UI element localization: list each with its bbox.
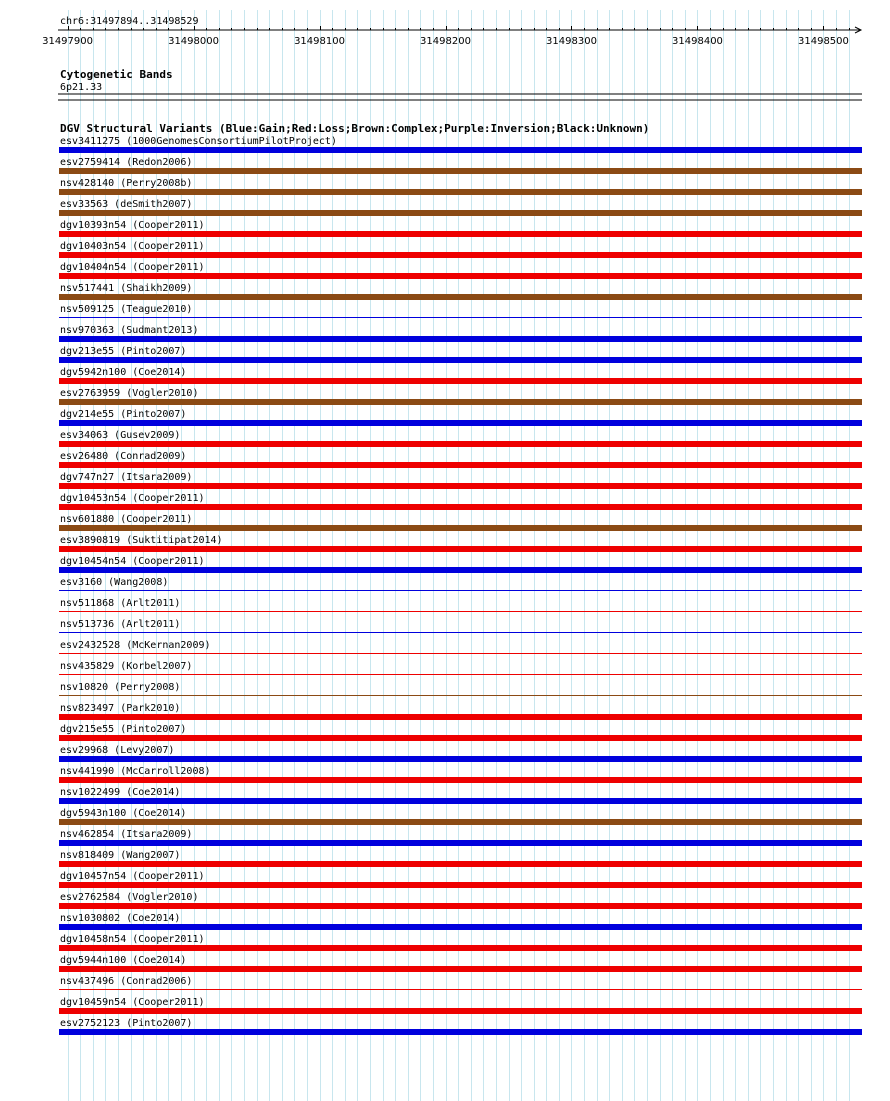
dgv-variant-row[interactable] [59,598,862,612]
dgv-variant-bar[interactable] [59,924,862,930]
ruler-tick-label: 31498200 [420,36,471,47]
dgv-variant-label[interactable]: esv34063 (Gusev2009) [60,430,181,441]
dgv-variant-row[interactable] [59,829,862,846]
dgv-variant-bar[interactable] [59,903,862,909]
dgv-variant-row[interactable] [59,619,862,633]
dgv-variant-row[interactable] [59,577,862,591]
dgv-variant-bar[interactable] [59,357,862,363]
dgv-variant-row[interactable] [59,766,862,783]
dgv-variant-row[interactable] [59,703,862,720]
dgv-variant-row[interactable] [59,535,862,552]
dgv-variant-row[interactable] [59,997,862,1014]
dgv-variant-bar[interactable] [59,147,862,153]
dgv-variant-row[interactable] [59,451,862,468]
dgv-variant-row[interactable] [59,178,862,195]
dgv-variant-label[interactable]: esv3411275 (1000GenomesConsortiumPilotProject) [60,136,337,147]
dgv-variant-row[interactable] [59,136,862,153]
dgv-variant-bar[interactable] [59,420,862,426]
ruler-tick-label: 31498500 [798,36,849,47]
dgv-variant-row[interactable] [59,871,862,888]
dgv-variant-list [59,136,862,1035]
dgv-variant-label[interactable]: dgv213e55 (Pinto2007) [60,346,187,357]
dgv-variant-label[interactable]: dgv10457n54 (Cooper2011) [60,871,205,882]
dgv-variant-row[interactable] [59,430,862,447]
dgv-variant-row[interactable] [59,514,862,531]
dgv-variant-bar[interactable] [59,483,862,489]
dgv-variant-row[interactable] [59,955,862,972]
dgv-variant-label[interactable]: nsv517441 (Shaikh2009) [60,283,193,294]
ruler-tick-label: 31498000 [168,36,219,47]
dgv-variant-bar[interactable] [59,945,862,951]
dgv-variant-row[interactable] [59,913,862,930]
dgv-variant-bar[interactable] [59,695,862,696]
dgv-variant-row[interactable] [59,157,862,174]
dgv-variant-row[interactable] [59,724,862,741]
dgv-variant-bar[interactable] [59,1008,862,1014]
dgv-variant-bar[interactable] [59,252,862,258]
dgv-variant-label[interactable]: esv3890819 (Suktitipat2014) [60,535,223,546]
dgv-variant-label[interactable]: dgv5943n100 (Coe2014) [60,808,187,819]
dgv-variant-label[interactable]: nsv970363 (Sudmant2013) [60,325,199,336]
dgv-variant-label[interactable]: esv33563 (deSmith2007) [60,199,193,210]
dgv-variant-bar[interactable] [59,653,862,654]
dgv-variant-bar[interactable] [59,861,862,867]
dgv-variant-bar[interactable] [59,168,862,174]
dgv-variant-bar[interactable] [59,1029,862,1035]
dgv-variant-label[interactable]: esv29968 (Levy2007) [60,745,175,756]
ruler-tick-label: 31498100 [294,36,345,47]
dgv-variant-label[interactable]: dgv10459n54 (Cooper2011) [60,997,205,1008]
ruler-region-label: chr6:31497894..31498529 [60,16,199,27]
dgv-variant-row[interactable] [59,493,862,510]
ruler-tick-label: 31498400 [672,36,723,47]
dgv-variant-bar[interactable] [59,525,862,531]
cytoband-track-title: Cytogenetic Bands [60,68,173,81]
dgv-variant-row[interactable] [59,640,862,654]
dgv-variant-bar[interactable] [59,632,862,633]
dgv-variant-row[interactable] [59,388,862,405]
dgv-variant-row[interactable] [59,346,862,363]
dgv-variant-row[interactable] [59,241,862,258]
dgv-variant-row[interactable] [59,787,862,804]
dgv-variant-row[interactable] [59,808,862,825]
dgv-variant-label[interactable]: dgv5944n100 (Coe2014) [60,955,187,966]
dgv-variant-label[interactable]: esv2763959 (Vogler2010) [60,388,199,399]
dgv-variant-bar[interactable] [59,210,862,216]
dgv-variant-bar[interactable] [59,882,862,888]
ruler-tick-label: 31498300 [546,36,597,47]
dgv-variant-label[interactable]: nsv441990 (McCarroll2008) [60,766,211,777]
dgv-variant-bar[interactable] [59,189,862,195]
dgv-variant-row[interactable] [59,745,862,762]
dgv-variant-bar[interactable] [59,756,862,762]
dgv-variant-label[interactable]: esv2432528 (McKernan2009) [60,640,211,651]
dgv-variant-bar[interactable] [59,294,862,300]
dgv-variant-bar[interactable] [59,231,862,237]
ruler-tick-label: 31497900 [42,36,94,47]
dgv-variant-bar[interactable] [59,546,862,552]
dgv-variant-row[interactable] [59,325,862,342]
dgv-variant-label[interactable]: esv2762584 (Vogler2010) [60,892,199,903]
dgv-variant-bar[interactable] [59,399,862,405]
dgv-variant-row[interactable] [59,1018,862,1035]
dgv-variant-label[interactable]: nsv437496 (Conrad2006) [60,976,193,987]
dgv-variant-label[interactable]: dgv10454n54 (Cooper2011) [60,556,205,567]
dgv-variant-label[interactable]: nsv10820 (Perry2008) [60,682,181,693]
dgv-variant-label[interactable]: dgv10404n54 (Cooper2011) [60,262,205,273]
dgv-variant-bar[interactable] [59,378,862,384]
dgv-variant-bar[interactable] [59,714,862,720]
dgv-variant-row[interactable] [59,682,862,696]
dgv-variant-label[interactable]: nsv818409 (Wang2007) [60,850,181,861]
dgv-variant-bar[interactable] [59,611,862,612]
dgv-variant-row[interactable] [59,367,862,384]
dgv-variant-row[interactable] [59,850,862,867]
dgv-variant-label[interactable]: nsv601880 (Cooper2011) [60,514,193,525]
dgv-variant-label[interactable]: dgv10458n54 (Cooper2011) [60,934,205,945]
dgv-variant-bar[interactable] [59,735,862,741]
dgv-variant-row[interactable] [59,283,862,300]
dgv-variant-label[interactable]: nsv428140 (Perry2008b) [60,178,193,189]
dgv-variant-bar[interactable] [59,798,862,804]
dgv-variant-label[interactable]: esv26480 (Conrad2009) [60,451,187,462]
dgv-variant-row[interactable] [59,409,862,426]
dgv-track-title: DGV Structural Variants (Blue:Gain;Red:Loss;Brown:Complex;Purple:Inversion;Black:Unknown) [60,122,650,135]
dgv-variant-label[interactable]: nsv1030802 (Coe2014) [60,913,181,924]
dgv-variant-label[interactable]: nsv509125 (Teague2010) [60,304,193,315]
dgv-variant-label[interactable]: nsv511868 (Arlt2011) [60,598,181,609]
dgv-variant-row[interactable] [59,976,862,990]
ruler-ticks [42,26,849,47]
dgv-variant-bar[interactable] [59,966,862,972]
dgv-variant-bar[interactable] [59,317,862,318]
dgv-variant-label[interactable]: nsv1022499 (Coe2014) [60,787,181,798]
dgv-variant-bar[interactable] [59,567,862,573]
dgv-variant-row[interactable] [59,199,862,216]
dgv-variant-bar[interactable] [59,840,862,846]
dgv-variant-label[interactable]: dgv747n27 (Itsara2009) [60,472,193,483]
dgv-variant-row[interactable] [59,304,862,318]
cytoband-track[interactable] [58,68,862,100]
dgv-variant-label[interactable]: nsv462854 (Itsara2009) [60,829,193,840]
dgv-variant-bar[interactable] [59,674,862,675]
dgv-variant-label[interactable]: nsv435829 (Korbel2007) [60,661,193,672]
dgv-variant-bar[interactable] [59,777,862,783]
dgv-variant-row[interactable] [59,892,862,909]
dgv-variant-bar[interactable] [59,504,862,510]
dgv-variant-row[interactable] [59,220,862,237]
dgv-variant-bar[interactable] [59,989,862,990]
dgv-variant-bar[interactable] [59,336,862,342]
dgv-variant-bar[interactable] [59,590,862,591]
dgv-variant-label[interactable]: esv2759414 (Redon2006) [60,157,193,168]
dgv-variant-label[interactable]: dgv214e55 (Pinto2007) [60,409,187,420]
cytoband-band-label: 6p21.33 [60,82,103,93]
dgv-variant-label[interactable]: nsv823497 (Park2010) [60,703,181,714]
dgv-variant-bar[interactable] [59,462,862,468]
ruler-track [42,16,861,47]
dgv-variant-label[interactable]: dgv10453n54 (Cooper2011) [60,493,205,504]
dgv-variant-row[interactable] [59,472,862,489]
dgv-variant-row[interactable] [59,661,862,675]
dgv-variant-label[interactable]: dgv215e55 (Pinto2007) [60,724,187,735]
dgv-variant-bar[interactable] [59,273,862,279]
dgv-variant-label[interactable]: nsv513736 (Arlt2011) [60,619,181,630]
dgv-variant-row[interactable] [59,934,862,951]
dgv-variant-row[interactable] [59,556,862,573]
dgv-variant-bar[interactable] [59,441,862,447]
dgv-track [59,122,862,1035]
dgv-variant-label[interactable]: esv2752123 (Pinto2007) [60,1018,193,1029]
dgv-variant-bar[interactable] [59,819,862,825]
dgv-variant-row[interactable] [59,262,862,279]
dgv-variant-label[interactable]: esv3160 (Wang2008) [60,577,169,588]
dgv-variant-label[interactable]: dgv10393n54 (Cooper2011) [60,220,205,231]
dgv-variant-label[interactable]: dgv10403n54 (Cooper2011) [60,241,205,252]
dgv-variant-label[interactable]: dgv5942n100 (Coe2014) [60,367,187,378]
